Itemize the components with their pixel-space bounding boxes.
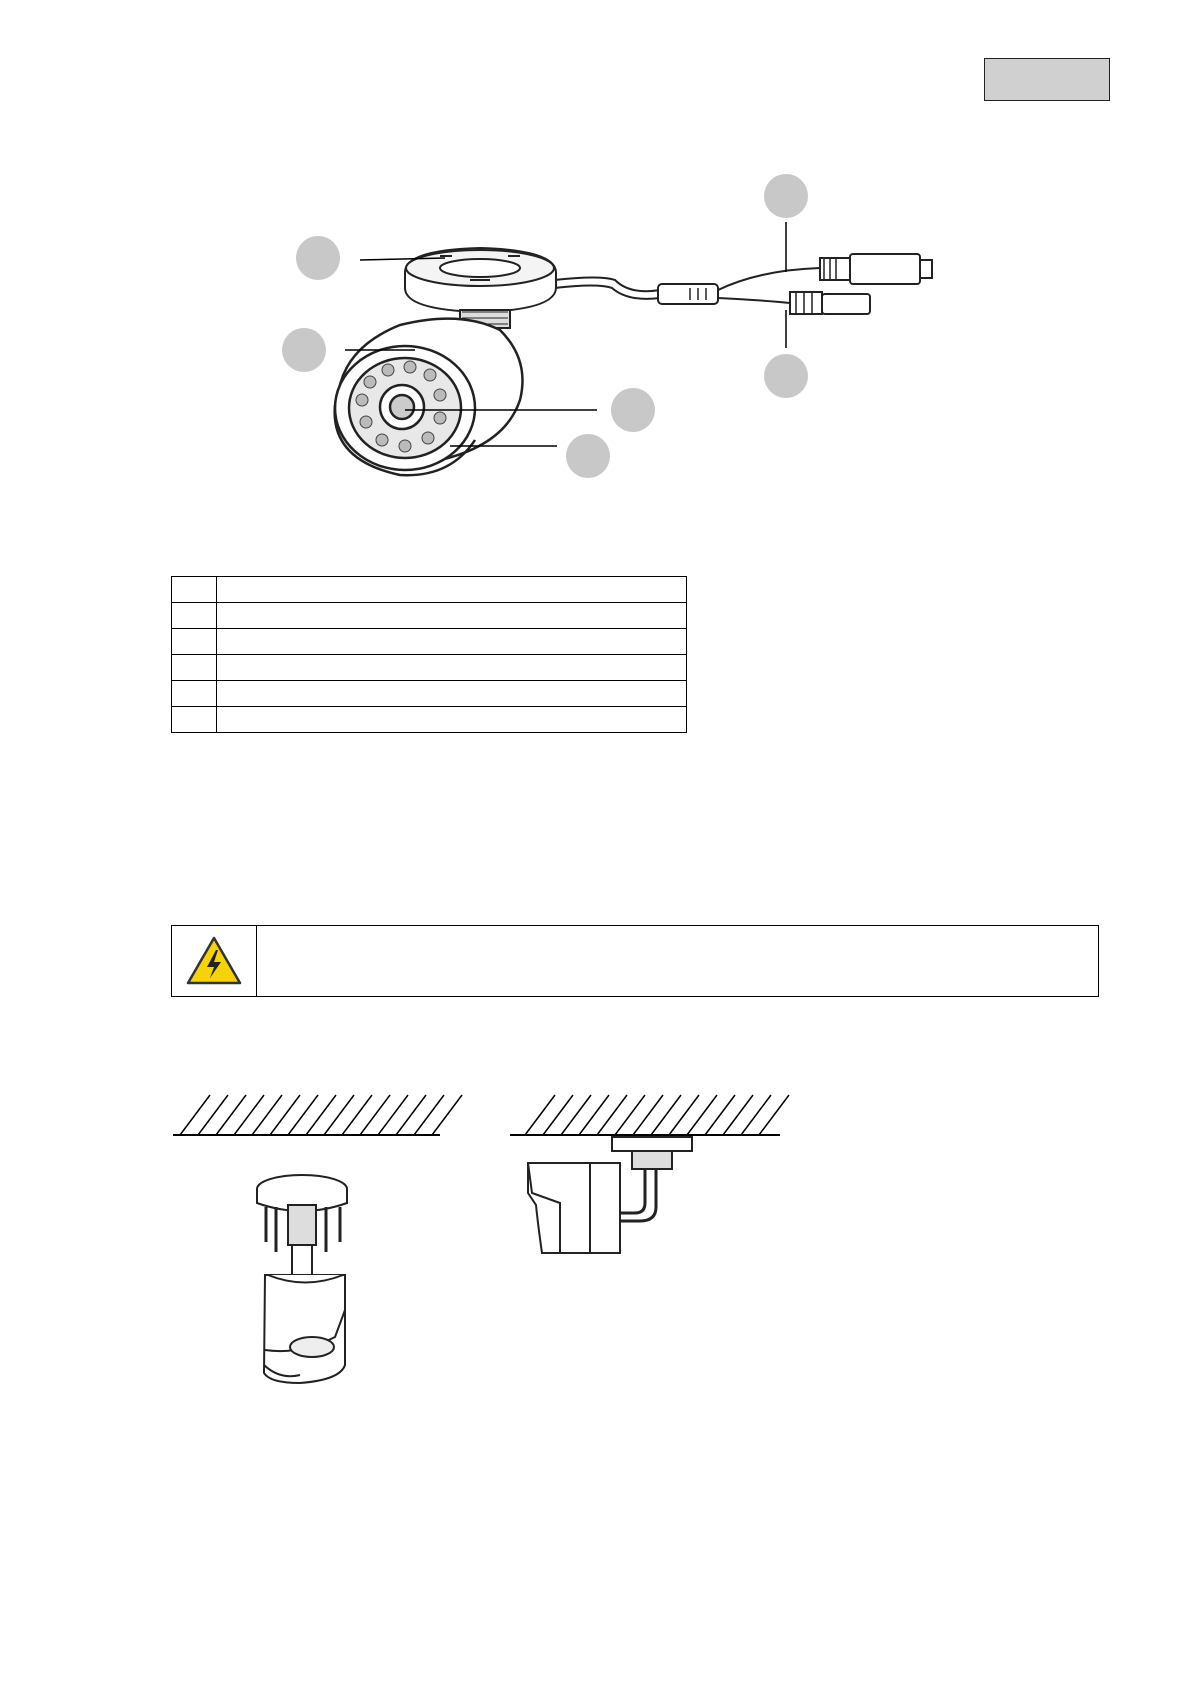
language-indicator-box	[984, 58, 1110, 101]
part-number-cell	[172, 577, 217, 603]
part-description-cell	[217, 603, 687, 629]
warning-text	[257, 926, 1098, 996]
mount-base-drawing	[405, 248, 556, 312]
camera-overview-illustration	[0, 160, 1191, 520]
part-number-cell	[172, 681, 217, 707]
table-row	[172, 707, 687, 733]
part-description-cell	[217, 577, 687, 603]
part-description-cell	[217, 707, 687, 733]
callout-sunshield	[566, 434, 610, 478]
high-voltage-warning-icon	[185, 935, 243, 987]
table-row	[172, 577, 687, 603]
callout-mount-base	[296, 236, 340, 280]
callout-lens	[611, 388, 655, 432]
part-description-cell	[217, 629, 687, 655]
callout-camera-housing	[282, 328, 326, 372]
warning-box	[171, 925, 1099, 997]
table-row	[172, 655, 687, 681]
table-row	[172, 629, 687, 655]
table-row	[172, 603, 687, 629]
callout-video-connector	[764, 174, 808, 218]
callout-power-connector	[764, 354, 808, 398]
mounting-illustrations	[0, 1085, 1191, 1385]
warning-icon-cell	[172, 926, 257, 996]
part-description-cell	[217, 655, 687, 681]
part-description-cell	[217, 681, 687, 707]
part-number-cell	[172, 655, 217, 681]
parts-legend-table	[171, 576, 687, 733]
ceiling-mount-exploded	[173, 1095, 462, 1383]
cable-drawing	[555, 254, 932, 314]
part-number-cell	[172, 707, 217, 733]
camera-body-drawing	[335, 319, 523, 476]
part-number-cell	[172, 603, 217, 629]
ceiling-mount-assembled	[510, 1095, 789, 1253]
table-row	[172, 681, 687, 707]
part-number-cell	[172, 629, 217, 655]
